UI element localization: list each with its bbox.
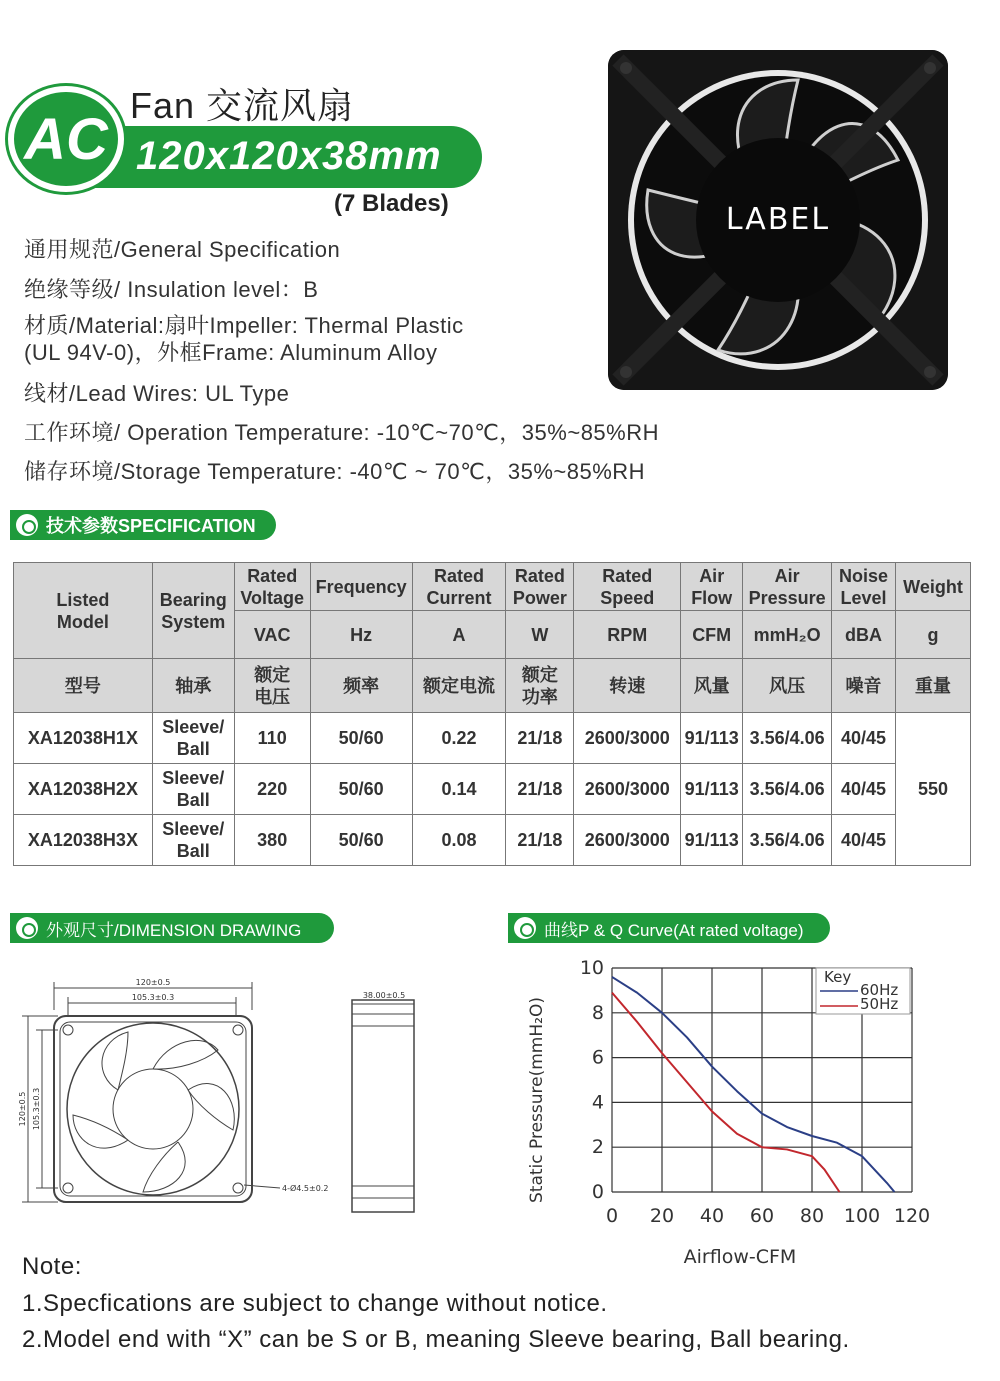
header-flow: Air Flow (681, 563, 743, 611)
ac-badge-text: AC (24, 106, 108, 172)
spec-general: 通用规范/General Specification (24, 237, 341, 262)
dim-outer-height: 120±0.5 (18, 1091, 27, 1127)
product-title: Fan 交流风扇 (130, 85, 355, 126)
current-cell: 0.08 (412, 815, 506, 866)
spec-storage-temp: 储存环境/Storage Temperature: -40℃ ~ 70℃，35%~85%RH (24, 459, 646, 484)
table-row (14, 764, 971, 815)
flow-cell: 91/113 (681, 815, 743, 866)
legend-title: Key (824, 968, 852, 986)
cn-header-cell: 额定电流 (412, 659, 506, 713)
frequency-cell: 50/60 (310, 815, 412, 866)
note-heading: Note: (22, 1253, 82, 1280)
ac-badge (8, 86, 124, 192)
noise-cell: 40/45 (832, 815, 896, 866)
product-dimensions: 120x120x38mm (136, 134, 442, 178)
cn-header-cell: 转速 (574, 659, 681, 713)
fan-bullet-icon (514, 917, 536, 939)
table-chinese-header-row (14, 659, 971, 713)
spec-table (13, 562, 971, 866)
header-pressure: Air Pressure (743, 563, 832, 611)
section-dimension-header (10, 913, 334, 943)
cn-header-cell: 重量 (896, 659, 971, 713)
cn-header-cell: 轴承 (152, 659, 234, 713)
bearing-cell: Sleeve/ Ball (152, 764, 234, 815)
unit-cell: VAC (234, 611, 310, 659)
speed-cell: 2600/3000 (574, 713, 681, 764)
section-spec-title: 技术参数SPECIFICATION (46, 516, 256, 536)
pq-curve-chart (520, 950, 940, 1270)
spec-operation-temp: 工作环境/ Operation Temperature: -10℃~70℃，35%~85%RH (24, 420, 659, 445)
y-axis-label: Static Pressure(mmH₂O) (527, 997, 547, 1203)
spec-insulation: 绝缘等级/ Insulation level：B (24, 277, 319, 302)
voltage-cell: 380 (234, 815, 310, 866)
cn-header-cell: 频率 (310, 659, 412, 713)
header-current: Rated Current (412, 563, 506, 611)
header-bearing: Bearing System (152, 563, 234, 659)
pressure-cell: 3.56/4.06 (743, 713, 832, 764)
y-tick-label: 8 (591, 1001, 604, 1024)
x-tick-label: 120 (893, 1205, 931, 1227)
series-line-50hz (612, 993, 840, 1192)
table-row (14, 815, 971, 866)
section-curve-title: 曲线P & Q Curve(At rated voltage) (544, 920, 804, 940)
fan-label-text: LABEL (725, 202, 831, 237)
blade-count: (7 Blades) (334, 190, 449, 217)
header-frequency: Frequency (310, 563, 412, 611)
section-dimension-title: 外观尺寸/DIMENSION DRAWING (46, 920, 302, 940)
x-tick-label: 60 (749, 1205, 775, 1227)
dim-inner-height: 105.3±0.3 (32, 1087, 41, 1131)
fan-bullet-icon (16, 514, 38, 536)
header-voltage: Rated Voltage (234, 563, 310, 611)
dim-holes: 4-Ø4.5±0.2 (282, 1184, 329, 1193)
noise-cell: 40/45 (832, 764, 896, 815)
y-tick-label: 10 (579, 957, 604, 979)
header-weight: Weight (896, 563, 971, 611)
x-axis-label: Airflow-CFM (683, 1246, 797, 1268)
fan-bullet-icon (16, 917, 38, 939)
cn-header-cell: 型号 (14, 659, 153, 713)
x-tick-label: 80 (799, 1205, 825, 1227)
frequency-cell: 50/60 (310, 764, 412, 815)
voltage-cell: 110 (234, 713, 310, 764)
spec-lead-wires: 线材/Lead Wires: UL Type (24, 381, 290, 406)
fan-product-photo (608, 50, 948, 390)
unit-cell: dBA (832, 611, 896, 659)
pressure-cell: 3.56/4.06 (743, 815, 832, 866)
x-tick-label: 0 (605, 1205, 619, 1227)
cn-header-cell: 风压 (743, 659, 832, 713)
note-2: 2.Model end with “X” can be S or B, meaning Sleeve bearing, Ball bearing. (22, 1326, 850, 1353)
legend-50hz: 50Hz (860, 995, 899, 1013)
speed-cell: 2600/3000 (574, 815, 681, 866)
bearing-cell: Sleeve/ Ball (152, 815, 234, 866)
x-tick-label: 20 (649, 1205, 675, 1227)
cn-header-cell: 噪音 (832, 659, 896, 713)
table-row (14, 713, 971, 764)
y-tick-label: 0 (591, 1181, 604, 1203)
frequency-cell: 50/60 (310, 713, 412, 764)
unit-cell: W (506, 611, 574, 659)
bearing-cell: Sleeve/ Ball (152, 713, 234, 764)
power-cell: 21/18 (506, 815, 574, 866)
noise-cell: 40/45 (832, 713, 896, 764)
weight-cell: 550 (896, 713, 971, 866)
unit-cell: CFM (681, 611, 743, 659)
y-tick-label: 6 (591, 1046, 604, 1069)
current-cell: 0.22 (412, 713, 506, 764)
cn-header-cell: 额定 功率 (506, 659, 574, 713)
note-1: 1.Specfications are subject to change without notice. (22, 1290, 608, 1317)
table-header-row (14, 563, 971, 611)
cn-header-cell: 额定 电压 (234, 659, 310, 713)
section-curve-header (508, 913, 830, 943)
unit-cell: mmH₂O (743, 611, 832, 659)
header-noise: Noise Level (832, 563, 896, 611)
power-cell: 21/18 (506, 713, 574, 764)
cn-header-cell: 风量 (681, 659, 743, 713)
spec-material: 材质/Material:扇叶Impeller: Thermal Plastic (24, 313, 464, 338)
dim-depth: 38.00±0.5 (362, 991, 406, 1000)
power-cell: 21/18 (506, 764, 574, 815)
unit-cell: Hz (310, 611, 412, 659)
unit-cell: A (412, 611, 506, 659)
speed-cell: 2600/3000 (574, 764, 681, 815)
model-cell: XA12038H1X (14, 713, 153, 764)
x-tick-label: 100 (843, 1205, 881, 1227)
model-cell: XA12038H2X (14, 764, 153, 815)
header-speed: Rated Speed (574, 563, 681, 611)
y-tick-label: 4 (591, 1091, 604, 1114)
header-model: Listed Model (14, 563, 153, 659)
dimension-drawing (18, 970, 438, 1220)
header-power: Rated Power (506, 563, 574, 611)
unit-cell: RPM (574, 611, 681, 659)
flow-cell: 91/113 (681, 713, 743, 764)
dim-outer-width: 120±0.5 (135, 978, 171, 987)
spec-material-2: (UL 94V-0)，外框Frame: Aluminum Alloy (24, 340, 438, 365)
section-spec-header (10, 510, 276, 540)
dim-inner-width: 105.3±0.3 (131, 993, 175, 1002)
current-cell: 0.14 (412, 764, 506, 815)
x-tick-label: 40 (699, 1205, 725, 1227)
y-tick-label: 2 (591, 1136, 604, 1159)
voltage-cell: 220 (234, 764, 310, 815)
flow-cell: 91/113 (681, 764, 743, 815)
model-cell: XA12038H3X (14, 815, 153, 866)
pressure-cell: 3.56/4.06 (743, 764, 832, 815)
unit-cell: g (896, 611, 971, 659)
legend-60hz: 60Hz (860, 981, 899, 999)
